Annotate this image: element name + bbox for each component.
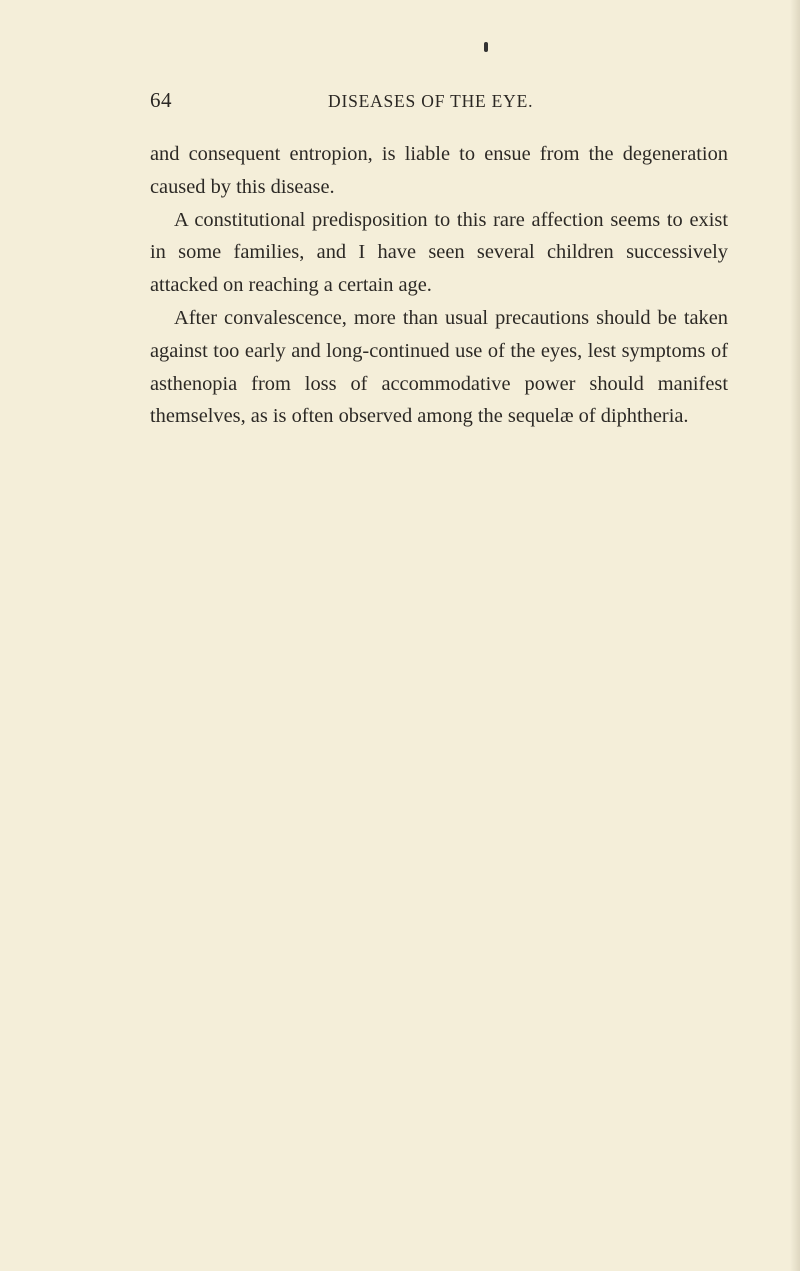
page-edge-shadow — [790, 0, 800, 1271]
running-head — [150, 88, 728, 118]
page-number: 64 — [150, 88, 172, 112]
paragraph-1: and consequent entropion, is liable to ensue from the degeneration caused by this disease. — [150, 143, 728, 198]
print-mark — [484, 42, 488, 52]
body-text — [150, 138, 728, 433]
paragraph-3: After convalescence, more than usual precautions should be taken against too early and long-continued use of the eyes, lest symptoms of asthenopia from loss of accommodative power should manifest themselves, as is often observed among the sequelæ of diphtheria. — [150, 306, 728, 428]
paragraph-2: A constitutional predisposition to this rare affection seems to exist in some families, and I have seen several children successively attacked on reaching a certain age. — [150, 208, 728, 297]
running-title: DISEASES OF THE EYE. — [328, 91, 534, 111]
